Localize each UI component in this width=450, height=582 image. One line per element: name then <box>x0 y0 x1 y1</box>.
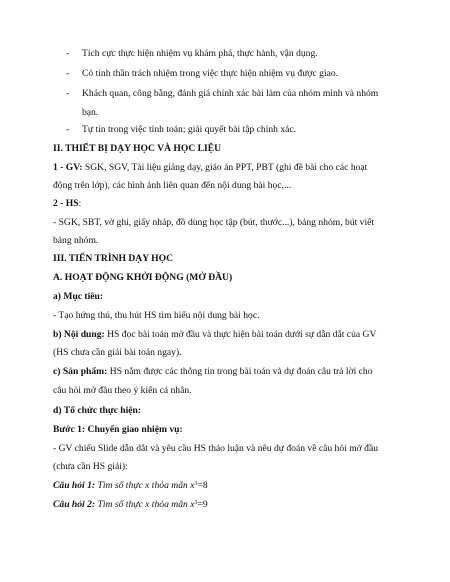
question-1-var-x: x <box>190 480 195 491</box>
question-2-exponent: 3 <box>194 500 198 506</box>
question-2-var-x: x <box>190 499 195 510</box>
product-text-continuation: câu hỏi mở đầu theo ý kiến cá nhân. <box>53 385 192 396</box>
hs-colon: : <box>78 198 82 209</box>
content-text: HS đọc bài toán mở đầu và thực hiện bài toán dưới sự dẫn dắt của GV <box>104 329 377 340</box>
step1-label: Bước 1: Chuyển giao nhiệm vụ: <box>53 424 183 435</box>
section-heading: II. THIẾT BỊ DẠY HỌC VÀ HỌC LIỆU <box>53 143 222 154</box>
product-label: c) Sản phẩm: <box>53 366 108 377</box>
question-1-label: Câu hỏi 1: <box>53 480 96 491</box>
question-1-var: x <box>145 480 150 491</box>
question-1-equation: =8 <box>197 480 208 491</box>
step1-text: - GV chiếu Slide dẫn dắt và yêu cầu HS thảo luận và nêu dự đoán về câu hỏi mở đầu <box>53 443 379 454</box>
activity-heading: A. HOẠT ĐỘNG KHỞI ĐỘNG (MỞ ĐẦU) <box>53 272 233 283</box>
question-2-equation: =9 <box>197 499 208 510</box>
bullet-item-continuation: bạn. <box>82 107 99 118</box>
bullet-marker: - <box>66 68 70 79</box>
question-2-var: x <box>145 499 150 510</box>
product-paragraph <box>53 366 373 378</box>
question-2-mid: thỏa mãn <box>149 499 191 510</box>
gv-text: SGK, SGV, Tài liệu giảng dạy, giáo án PPT, PBT (ghi đề bài cho các hoạt <box>82 162 368 173</box>
question-2-text: Tìm số thực <box>95 499 146 510</box>
hs-text: - SGK, SBT, vở ghi, giấy nháp, đồ dùng học tập (bút, thước...), bảng nhóm, bút viết <box>53 217 375 228</box>
goal-text: - Tạo hứng thú, thu hút HS tìm hiểu nội dung bài học. <box>53 310 260 321</box>
question-2 <box>53 499 208 511</box>
bullet-item: Tự tin trong việc tính toán; giải quyết bài tập chính xác. <box>82 124 297 135</box>
question-1 <box>53 480 208 492</box>
question-1-mid: thỏa mãn <box>149 480 191 491</box>
section-heading: III. TIẾN TRÌNH DẠY HỌC <box>53 253 174 264</box>
bullet-item: Có tinh thần trách nhiệm trong việc thực hiện nhiệm vụ được giao. <box>82 68 339 79</box>
organization-label: d) Tổ chức thực hiện: <box>53 405 142 416</box>
bullet-item: Tích cực thực hiện nhiệm vụ khám phá, thực hành, vận dụng. <box>82 48 318 59</box>
content-label: b) Nội dung: <box>53 329 105 340</box>
hs-heading <box>53 198 81 210</box>
content-paragraph <box>53 329 376 341</box>
gv-text-continuation: động trên lớp), các hình ảnh liên quan đến nội dung bài học,... <box>53 180 292 191</box>
gv-paragraph <box>53 162 367 174</box>
hs-label: 2 - HS <box>53 198 79 209</box>
gv-label: 1 - GV: <box>53 162 83 173</box>
question-1-exponent: 3 <box>194 481 198 487</box>
question-1-text: Tìm số thực <box>95 480 146 491</box>
step1-text-continuation: (chưa cần HS giải): <box>53 461 128 472</box>
bullet-marker: - <box>66 124 70 135</box>
bullet-marker: - <box>66 88 70 99</box>
goal-label: a) Mục tiêu: <box>53 291 104 302</box>
bullet-marker: - <box>66 48 70 59</box>
hs-text-continuation: bảng nhóm. <box>53 235 99 246</box>
question-2-label: Câu hỏi 2: <box>53 499 96 510</box>
content-text-continuation: (HS chưa cần giải bài toán ngay). <box>53 347 182 358</box>
bullet-item: Khách quan, công bằng, đánh giá chính xác bài làm của nhóm mình và nhóm <box>82 88 379 99</box>
product-text: HS nắm được các thông tin trong bài toán và dự đoán câu trả lời cho <box>107 366 373 377</box>
